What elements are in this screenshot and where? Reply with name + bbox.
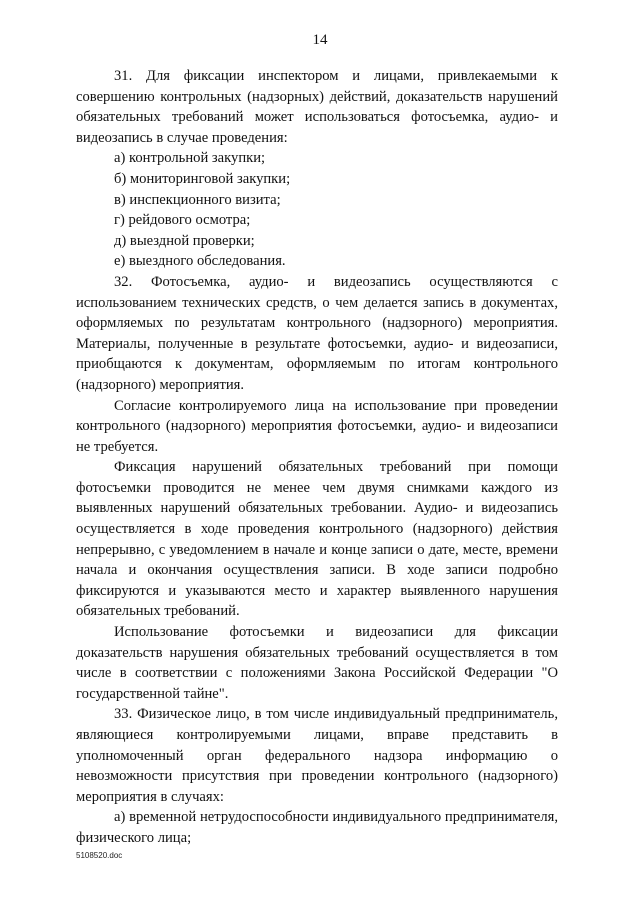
document-body: [76, 66, 558, 849]
paragraph-33: 33. Физическое лицо, в том числе индивидуальный предприниматель, являющиеся контролируемыми лицами, вправе представить в уполномоченный орган федерального надзора информацию о невозможности присутствия при проведении контрольного (надзорного) мероприятия в случаях:: [76, 706, 558, 805]
list-item: е) выездного обследования.: [114, 253, 286, 270]
paragraph-33-a: а) временной нетрудоспособности индивидуального предпринимателя, физического лица;: [76, 809, 558, 846]
list-item: а) контрольной закупки;: [114, 150, 266, 167]
paragraph-consent: Согласие контролируемого лица на использование при проведении контрольного (надзорного) мероприятия фотосъемки, аудио- и видеозаписи не требуется.: [76, 397, 558, 455]
paragraph-32: 32. Фотосъемка, аудио- и видеозапись осуществляются с использованием технических средств, о чем делается запись в документах, оформляемых по результатам контрольного (надзорного) мероприятия. Материалы, полученные в результате фотосъемки, аудио- и видеозаписи, приобщаются к документам, оформляемым по итогам контрольного (надзорного) мероприятия.: [76, 273, 558, 393]
paragraph-fixation: Фиксация нарушений обязательных требований при помощи фотосъемки проводится не менее чем двумя снимками каждого из выявленных нарушений обязательных требовании. Аудио- и видеозапись осуществляется в ходе проведения контрольного (надзорного) действия непрерывно, с уведомлением в начале и конце записи о дате, месте, времени начала и окончания осуществления записи. В ходе записи подробно фиксируются и указываются место и характер выявленного нарушения обязательных требований.: [76, 459, 558, 620]
page-number: 14: [312, 32, 328, 48]
paragraph-31: 31. Для фиксации инспектором и лицами, привлекаемыми к совершению контрольных (надзорных) действий, доказательств нарушений обязательных требований может использоваться фотосъемка, аудио- и видеозапись в случае проведения:: [76, 68, 558, 146]
list-item: д) выездной проверки;: [114, 232, 255, 249]
list-item: б) мониторинговой закупки;: [114, 170, 291, 187]
paragraph-state-secret: Использование фотосъемки и видеозаписи для фиксации доказательств нарушения обязательных требований осуществляется в том числе в соответствии с положениями Закона Российской Федерации "О государственной тайне".: [76, 624, 558, 702]
list-item: г) рейдового осмотра;: [114, 212, 251, 229]
list-item: в) инспекционного визита;: [114, 191, 281, 208]
file-footer: 5108520.doc: [76, 851, 123, 860]
